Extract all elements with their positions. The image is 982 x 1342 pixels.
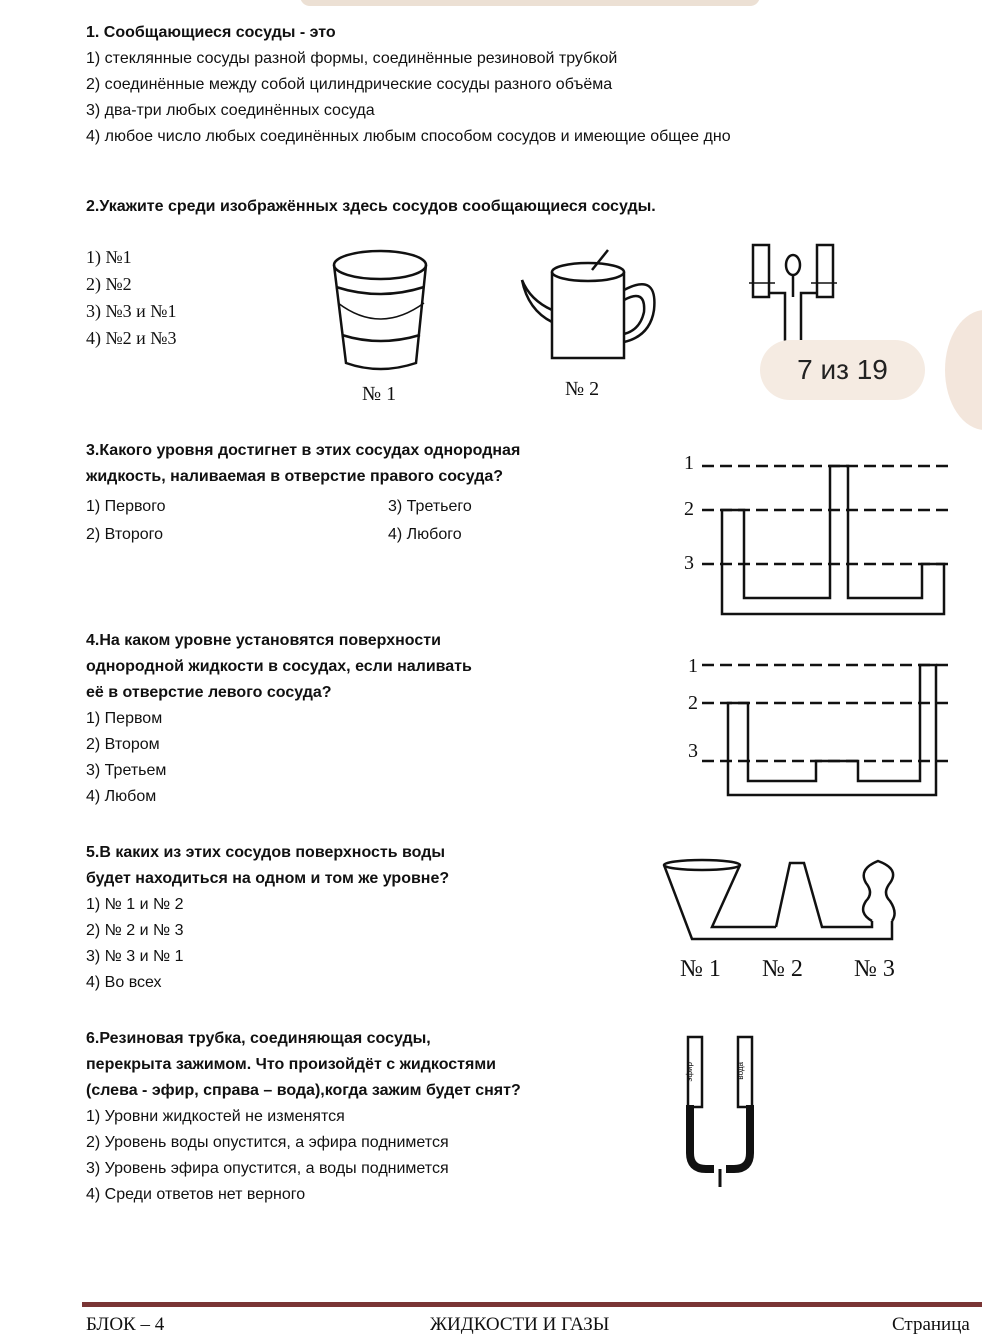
question-5-title-line-2: будет находиться на одном и том же уровне? (86, 870, 450, 887)
question-6-option-2: 2) Уровень воды опустится, а эфира поднимется (86, 1134, 449, 1151)
page-indicator: 7 из 19 (760, 340, 925, 400)
question-3-option-1: 1) Первого (86, 498, 166, 515)
fig-label-2: № 2 (565, 378, 600, 400)
question-6-option-4: 4) Среди ответов нет верного (86, 1186, 306, 1203)
tube-label-water: вода (736, 1062, 745, 1080)
question-4-option-4: 4) Любом (86, 788, 157, 805)
question-1-option-2: 2) соединённые между собой цилиндрические сосуды разного объёма (86, 76, 613, 93)
question-5-option-4: 4) Во всех (86, 974, 162, 991)
question-6-option-3: 3) Уровень эфира опустится, а воды поднимется (86, 1160, 449, 1177)
watering-can-figure (520, 250, 660, 365)
footer-divider (82, 1302, 982, 1307)
question-2-options (86, 244, 176, 352)
question-2-option-4: 4) №2 и №3 (86, 328, 177, 348)
question-3 (86, 438, 686, 490)
side-scroll-blob (945, 310, 982, 430)
question-4-option-1: 1) Первом (86, 710, 163, 727)
fig5-label-2: № 2 (762, 956, 803, 982)
question-6-u-tube-figure (680, 1035, 770, 1190)
question-4-option-3: 3) Третьем (86, 762, 167, 779)
question-3-title-line-2: жидкость, наливаемая в отверстие правого сосуда? (86, 468, 504, 485)
question-5-option-1: 1) № 1 и № 2 (86, 896, 184, 913)
question-4-vessels-figure (680, 655, 960, 805)
fig5-label-3: № 3 (854, 956, 895, 982)
q4-level-1: 1 (688, 655, 698, 677)
q3-level-3: 3 (684, 552, 694, 574)
question-6-option-1: 1) Уровни жидкостей не изменятся (86, 1108, 345, 1125)
q4-level-2: 2 (688, 692, 698, 714)
question-4-title-line-3: её в отверстие левого сосуда? (86, 684, 332, 701)
question-2-title: 2.Укажите среди изображённых здесь сосудов сообщающиеся сосуды. (86, 198, 656, 215)
question-3-title-line-1: 3.Какого уровня достигнет в этих сосудах однородная (86, 442, 521, 459)
q3-level-1: 1 (684, 452, 694, 474)
question-4-title-line-2: однородной жидкости в сосудах, если наливать (86, 658, 472, 675)
question-5 (86, 840, 646, 996)
question-2-option-2: 2) №2 (86, 274, 132, 294)
footer-page-label: Страница (892, 1314, 970, 1335)
question-6 (86, 1026, 666, 1208)
question-4-option-2: 2) Втором (86, 736, 160, 753)
lab-apparatus-figure (745, 243, 845, 343)
q3-level-2: 2 (684, 498, 694, 520)
question-1 (86, 20, 966, 150)
fig-label-1: № 1 (362, 383, 397, 405)
question-5-option-3: 3) № 3 и № 1 (86, 948, 184, 965)
fig5-label-1: № 1 (680, 956, 721, 982)
question-2-option-1: 1) №1 (86, 247, 132, 267)
footer-block: БЛОК – 4 (86, 1314, 165, 1335)
top-header-decoration (300, 0, 760, 6)
question-3-option-2: 2) Второго (86, 526, 164, 543)
question-1-option-1: 1) стеклянные сосуды разной формы, соединённые резиновой трубкой (86, 50, 618, 67)
tube-label-ether: эфир (685, 1062, 694, 1082)
question-2-option-3: 3) №3 и №1 (86, 301, 177, 321)
q4-level-3: 3 (688, 740, 698, 762)
question-6-title-line-1: 6.Резиновая трубка, соединяющая сосуды, (86, 1030, 431, 1047)
question-3-option-3: 3) Третьего (388, 498, 472, 515)
question-4 (86, 628, 646, 810)
question-6-title-line-3: (слева - эфир, справа – вода),когда зажим будет снят? (86, 1082, 521, 1099)
question-3-option-4: 4) Любого (388, 526, 462, 543)
question-5-title-line-1: 5.В каких из этих сосудов поверхность воды (86, 844, 446, 861)
question-1-title: 1. Сообщающиеся сосуды - это (86, 24, 336, 41)
question-3-vessels-figure (680, 452, 960, 627)
bucket-figure (330, 245, 440, 375)
footer-section-title: ЖИДКОСТИ И ГАЗЫ (430, 1314, 610, 1335)
question-1-option-3: 3) два-три любых соединённых сосуда (86, 102, 375, 119)
question-4-title-line-1: 4.На каком уровне установятся поверхности (86, 632, 441, 649)
question-5-option-2: 2) № 2 и № 3 (86, 922, 184, 939)
question-5-vessels-figure (660, 855, 910, 950)
question-6-title-line-2: перекрыта зажимом. Что произойдёт с жидкостями (86, 1056, 497, 1073)
question-1-option-4: 4) любое число любых соединённых любым способом сосудов и имеющие общее дно (86, 128, 731, 145)
